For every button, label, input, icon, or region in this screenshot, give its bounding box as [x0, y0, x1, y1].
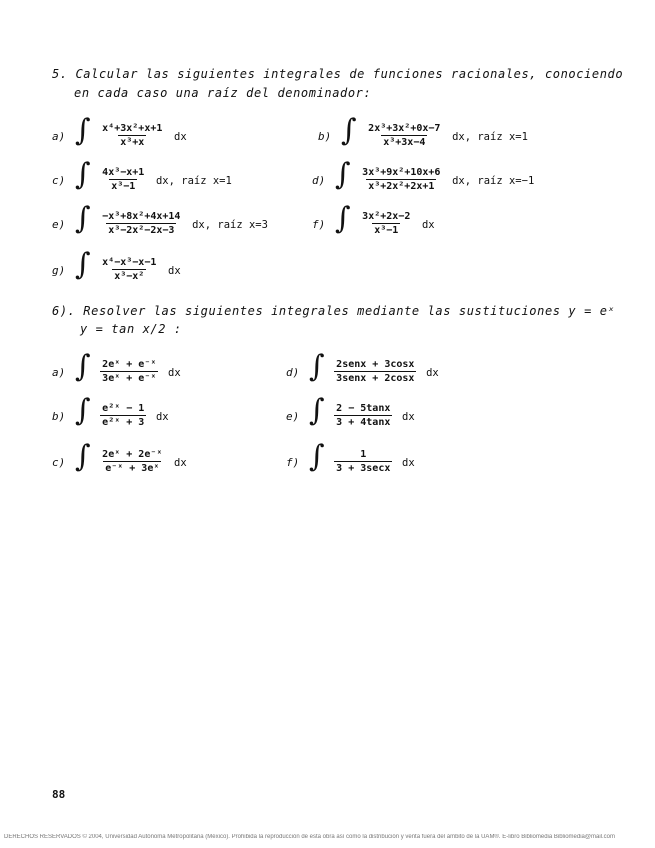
exercise-5f — [312, 201, 435, 237]
copyright-footer: DERECHOS RESERVADOS © 2004, Universidad Autónoma Metropolitana (México). Prohibida la reproducción de esta obra así como la distribución y venta fuera del ámbito de la UAM®. E-libro Bibliomedia Bibliomedia@mail.com — [4, 834, 615, 840]
numerator: 4x³−x+1 — [102, 167, 145, 178]
exercise-5a — [52, 113, 187, 149]
exercise-6d — [286, 349, 439, 385]
denominator: x³−x² — [114, 271, 145, 282]
fraction — [100, 448, 164, 475]
numerator: x⁴+3x²+x+1 — [102, 123, 163, 134]
fraction — [360, 210, 412, 237]
denominator: e⁻ˣ + 3eˣ — [105, 463, 160, 474]
denominator: x³−1 — [111, 181, 136, 192]
fraction — [360, 166, 442, 193]
integral-tail: dx, raíz x=1 — [155, 175, 232, 187]
integral-sign: ∫ — [308, 349, 325, 384]
numerator: −x³+8x²+4x+14 — [102, 211, 181, 222]
section-6-heading-line-2: y = tan x/2 : — [80, 322, 182, 336]
denominator: 3 + 3secx — [336, 463, 391, 474]
denominator: 3senx + 2cosx — [336, 373, 415, 384]
integral-sign: ∫ — [74, 157, 91, 192]
exercise-label: b) — [318, 130, 332, 143]
exercise-5b — [318, 113, 528, 149]
numerator: 3x³+9x²+10x+6 — [362, 167, 441, 178]
denominator: x³−1 — [374, 225, 399, 236]
page-number: 88 — [52, 788, 66, 801]
exercise-6c — [52, 439, 187, 475]
integral-sign: ∫ — [74, 349, 91, 384]
numerator: 2eˣ + e⁻ˣ — [102, 359, 157, 370]
section-5-heading-line-2: en cada caso una raíz del denominador: — [74, 86, 372, 100]
integral-tail: dx — [168, 367, 181, 379]
fraction — [100, 122, 164, 149]
exercise-6e — [286, 393, 415, 429]
integral-sign: ∫ — [340, 113, 357, 148]
exercise-label: c) — [52, 456, 66, 469]
integral-tail: dx, raíz x=3 — [192, 219, 268, 231]
denominator: e²ˣ + 3 — [102, 417, 145, 428]
exercise-5c — [52, 157, 232, 193]
exercise-label: f) — [312, 218, 326, 231]
section-5-heading-line-1: 5. Calcular las siguientes integrales de funciones racionales, conociendo — [52, 67, 624, 81]
exercise-label: d) — [312, 174, 326, 187]
section-6-heading-line-1: 6). Resolver las siguientes integrales mediante las sustituciones y = eˣ — [52, 304, 616, 318]
integral-sign: ∫ — [308, 439, 325, 474]
exercise-label: b) — [52, 410, 66, 423]
integral-sign: ∫ — [334, 157, 351, 192]
integral-sign: ∫ — [308, 393, 325, 428]
exercise-6b — [52, 393, 169, 429]
integral-tail: dx — [155, 411, 169, 423]
numerator: 2eˣ + 2e⁻ˣ — [102, 449, 163, 460]
exercise-label: f) — [286, 456, 300, 469]
denominator: x³+3x−4 — [383, 137, 426, 148]
fraction — [334, 448, 392, 475]
integral-tail: dx, raíz x=1 — [452, 131, 528, 143]
denominator: 3eˣ + e⁻ˣ — [102, 373, 157, 384]
fraction — [100, 210, 182, 237]
numerator: 3x²+2x−2 — [362, 211, 411, 222]
denominator: x³+2x²+2x+1 — [368, 181, 435, 192]
numerator: 2x³+3x²+0x−7 — [368, 123, 441, 134]
integral-sign: ∫ — [334, 201, 351, 236]
exercise-5g — [52, 247, 181, 283]
numerator: 2 − 5tanx — [336, 403, 391, 414]
integral-tail: dx — [168, 265, 181, 277]
integral-tail: dx — [402, 411, 415, 423]
integral-tail: dx — [426, 367, 439, 379]
numerator: 2senx + 3cosx — [336, 359, 415, 370]
integral-tail: dx — [174, 131, 187, 143]
exercise-label: e) — [286, 410, 300, 423]
exercise-6a — [52, 349, 181, 385]
integral-sign: ∫ — [74, 201, 91, 236]
denominator: x³−2x²−2x−3 — [108, 225, 175, 236]
fraction — [100, 256, 158, 283]
integral-sign: ∫ — [74, 247, 91, 282]
integral-tail: dx — [174, 457, 187, 469]
integral-sign: ∫ — [74, 393, 91, 428]
exercise-label: e) — [52, 218, 66, 231]
exercise-label: d) — [286, 366, 300, 379]
numerator: x⁴−x³−x−1 — [102, 257, 157, 268]
exercise-label: a) — [52, 366, 66, 379]
exercise-label: g) — [52, 264, 66, 277]
fraction — [100, 166, 146, 193]
fraction — [100, 402, 146, 429]
fraction — [100, 358, 158, 385]
integral-sign: ∫ — [74, 439, 91, 474]
integral-tail: dx, raíz x=−1 — [452, 175, 535, 187]
fraction — [334, 402, 392, 429]
denominator: x³+x — [120, 137, 145, 148]
fraction — [366, 122, 442, 149]
exercise-5e — [52, 201, 268, 237]
exercise-5d — [312, 157, 535, 193]
numerator: 1 — [360, 449, 367, 460]
exercise-6f — [286, 439, 415, 475]
exercise-label: a) — [52, 130, 66, 143]
integral-tail: dx — [421, 219, 435, 231]
fraction — [334, 358, 416, 385]
numerator: e²ˣ − 1 — [102, 403, 145, 414]
integral-tail: dx — [402, 457, 415, 469]
denominator: 3 + 4tanx — [336, 417, 391, 428]
integral-sign: ∫ — [74, 113, 91, 148]
exercise-label: c) — [52, 174, 66, 187]
